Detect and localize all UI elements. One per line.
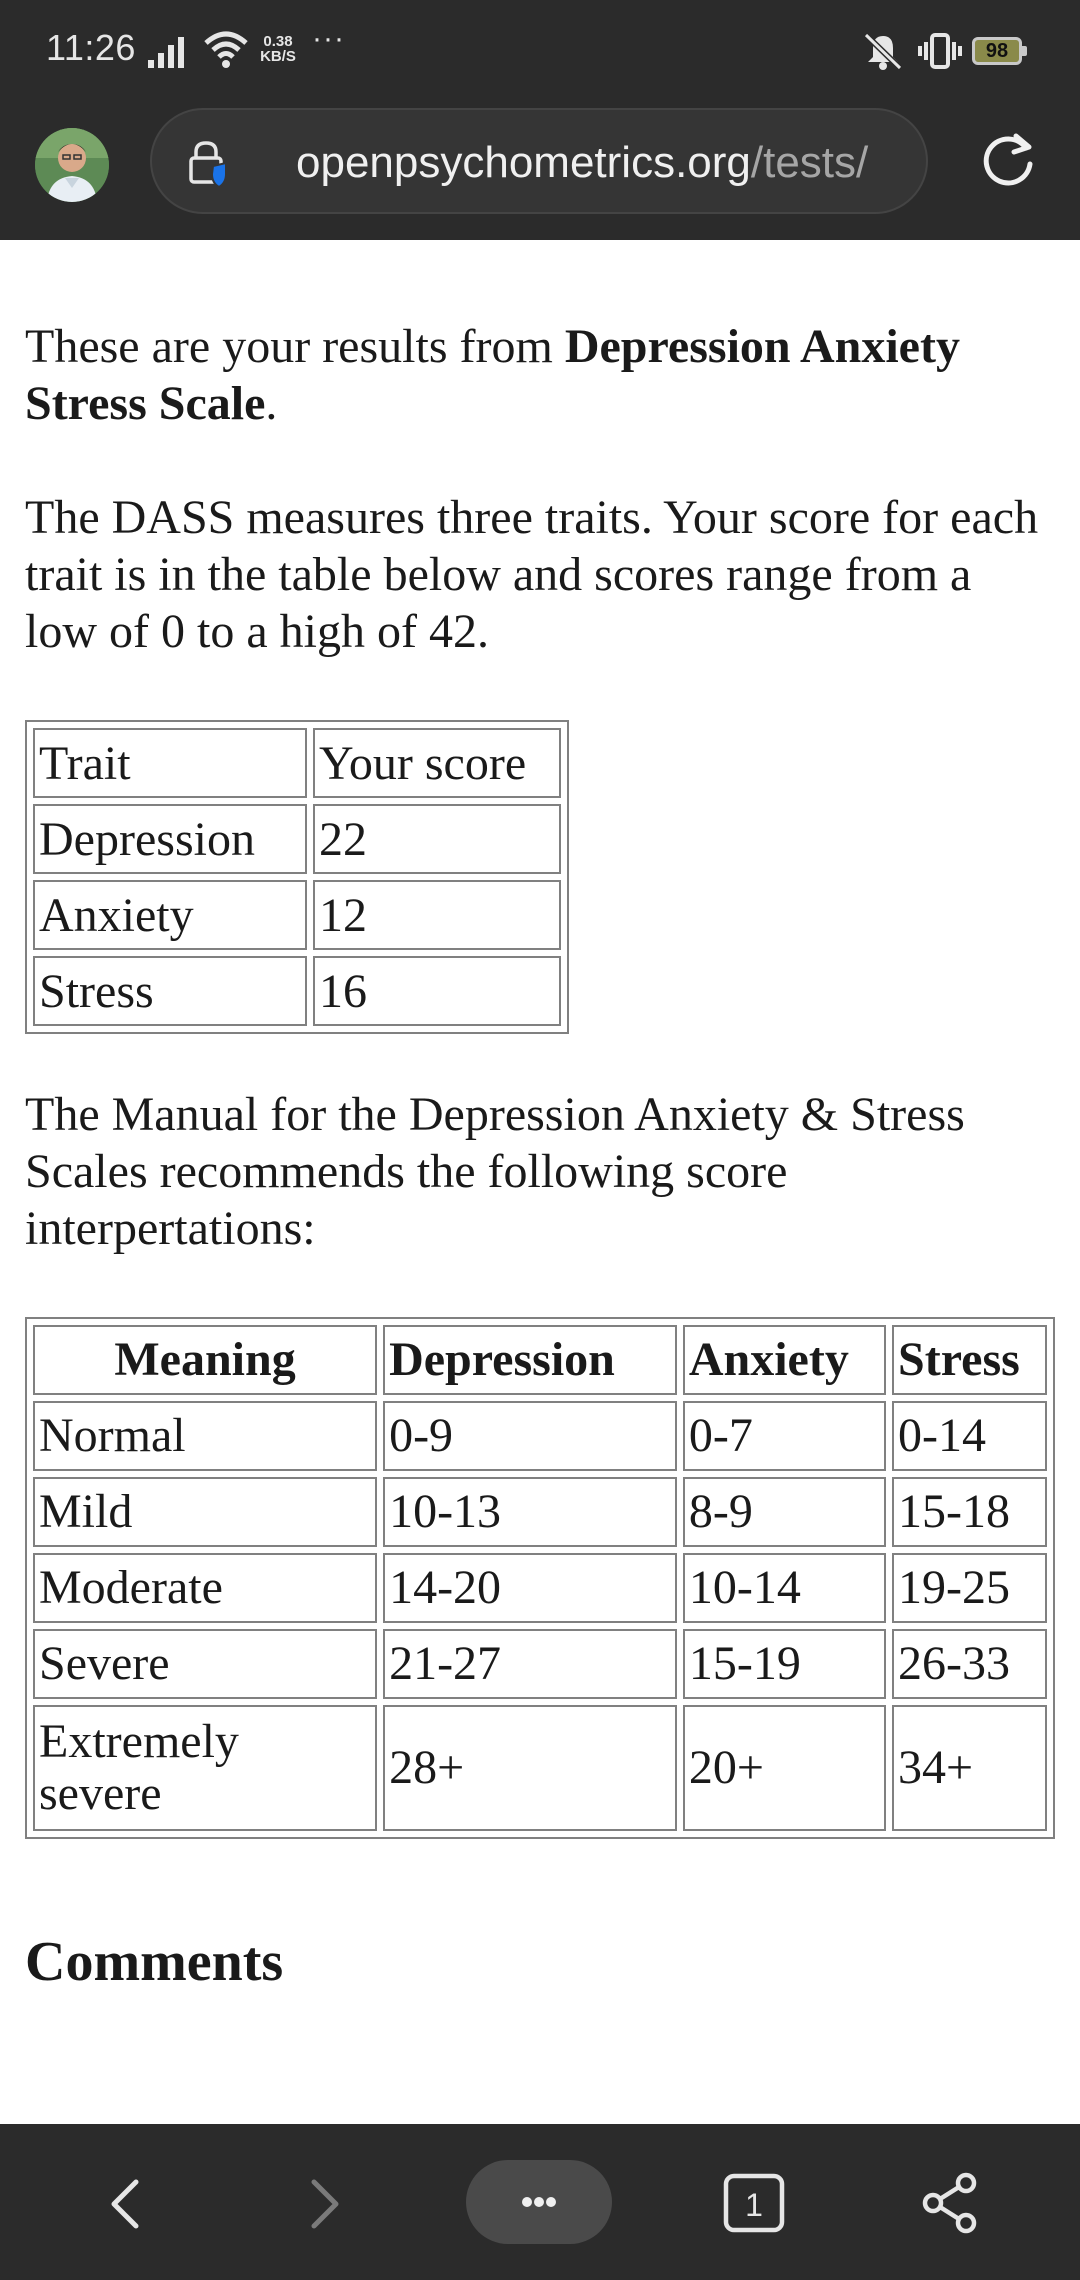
intro-paragraph xyxy=(25,318,1055,432)
score-cell: 12 xyxy=(313,880,561,950)
table-header-cell: Trait xyxy=(33,728,307,798)
table-cell: 15-19 xyxy=(683,1629,886,1699)
comments-heading: Comments xyxy=(25,1931,284,1993)
network-speed xyxy=(256,34,300,64)
battery-icon xyxy=(972,37,1028,65)
table-row xyxy=(33,1325,1047,1395)
table-cell: 14-20 xyxy=(383,1553,677,1623)
table-row xyxy=(33,1401,1047,1471)
table-cell: 0-7 xyxy=(683,1401,886,1471)
intro-suffix: . xyxy=(265,377,278,430)
table-cell: Extremely severe xyxy=(33,1705,377,1831)
table-cell: 21-27 xyxy=(383,1629,677,1699)
score-cell: 22 xyxy=(313,804,561,874)
table-header-cell: Depression xyxy=(383,1325,677,1395)
profile-avatar[interactable] xyxy=(35,128,109,202)
table-cell: 20+ xyxy=(683,1705,886,1831)
interpretation-table xyxy=(25,1317,1055,1839)
table-cell: Normal xyxy=(33,1401,377,1471)
table-header-cell: Stress xyxy=(892,1325,1047,1395)
more-dots-icon xyxy=(466,2160,612,2244)
table-cell: 0-9 xyxy=(383,1401,677,1471)
table-header-cell: Meaning xyxy=(33,1325,377,1395)
battery-level: 98 xyxy=(985,40,1009,62)
bottom-navigation xyxy=(0,2124,1080,2280)
wifi-icon xyxy=(204,30,248,73)
signal-icon xyxy=(148,34,192,73)
score-cell: 16 xyxy=(313,956,561,1026)
score-table xyxy=(25,720,569,1034)
status-bar xyxy=(0,0,1080,84)
network-speed-unit: KB/S xyxy=(260,48,296,65)
table-cell: 15-18 xyxy=(892,1477,1047,1547)
table-header-cell: Your score xyxy=(313,728,561,798)
share-icon[interactable] xyxy=(920,2172,980,2239)
vibrate-icon xyxy=(918,32,962,75)
table-row xyxy=(33,1553,1047,1623)
table-cell: Severe xyxy=(33,1629,377,1699)
trait-cell: Depression xyxy=(33,804,307,874)
menu-button[interactable] xyxy=(466,2160,612,2244)
trait-cell: Anxiety xyxy=(33,880,307,950)
mute-icon xyxy=(862,32,904,75)
back-arrow-icon[interactable] xyxy=(104,2176,148,2237)
description-paragraph: The DASS measures three traits. Your score for each trait is in the table below and scores range from a low of 0 to a high of 42. xyxy=(25,491,1039,658)
reload-icon[interactable] xyxy=(976,128,1040,197)
url-path: /tests/ xyxy=(750,138,869,187)
table-cell: 8-9 xyxy=(683,1477,886,1547)
tab-count: 1 xyxy=(745,2187,763,2223)
table-row xyxy=(33,1477,1047,1547)
table-cell: 34+ xyxy=(892,1705,1047,1831)
table-header-cell: Anxiety xyxy=(683,1325,886,1395)
table-row xyxy=(33,728,561,798)
table-cell: 28+ xyxy=(383,1705,677,1831)
table-row xyxy=(33,1629,1047,1699)
trait-cell: Stress xyxy=(33,956,307,1026)
table-cell: 26-33 xyxy=(892,1629,1047,1699)
intro-prefix: These are your results from xyxy=(25,320,565,373)
table-cell: Mild xyxy=(33,1477,377,1547)
table-cell: 10-14 xyxy=(683,1553,886,1623)
address-bar[interactable] xyxy=(150,108,928,214)
test-name: Depression Anxiety Stress Scale xyxy=(25,320,960,430)
table-row xyxy=(33,956,561,1026)
browser-toolbar xyxy=(0,84,1080,240)
table-cell: 19-25 xyxy=(892,1553,1047,1623)
table-cell: 10-13 xyxy=(383,1477,677,1547)
forward-arrow-icon[interactable] xyxy=(302,2176,346,2237)
url-text[interactable] xyxy=(296,138,906,188)
table-row xyxy=(33,1705,1047,1831)
table-cell: Moderate xyxy=(33,1553,377,1623)
table-row xyxy=(33,804,561,874)
tabs-button[interactable] xyxy=(722,2172,786,2239)
url-host: openpsychometrics.org xyxy=(296,138,751,187)
lock-shield-icon[interactable] xyxy=(186,140,230,193)
table-cell: 0-14 xyxy=(892,1401,1047,1471)
manual-paragraph: The Manual for the Depression Anxiety & Stress Scales recommends the following score interpertations: xyxy=(25,1088,965,1255)
status-time: 11:26 xyxy=(46,27,136,68)
status-more-dots: ··· xyxy=(312,22,345,55)
table-row xyxy=(33,880,561,950)
network-speed-value: 0.38 xyxy=(263,33,293,50)
